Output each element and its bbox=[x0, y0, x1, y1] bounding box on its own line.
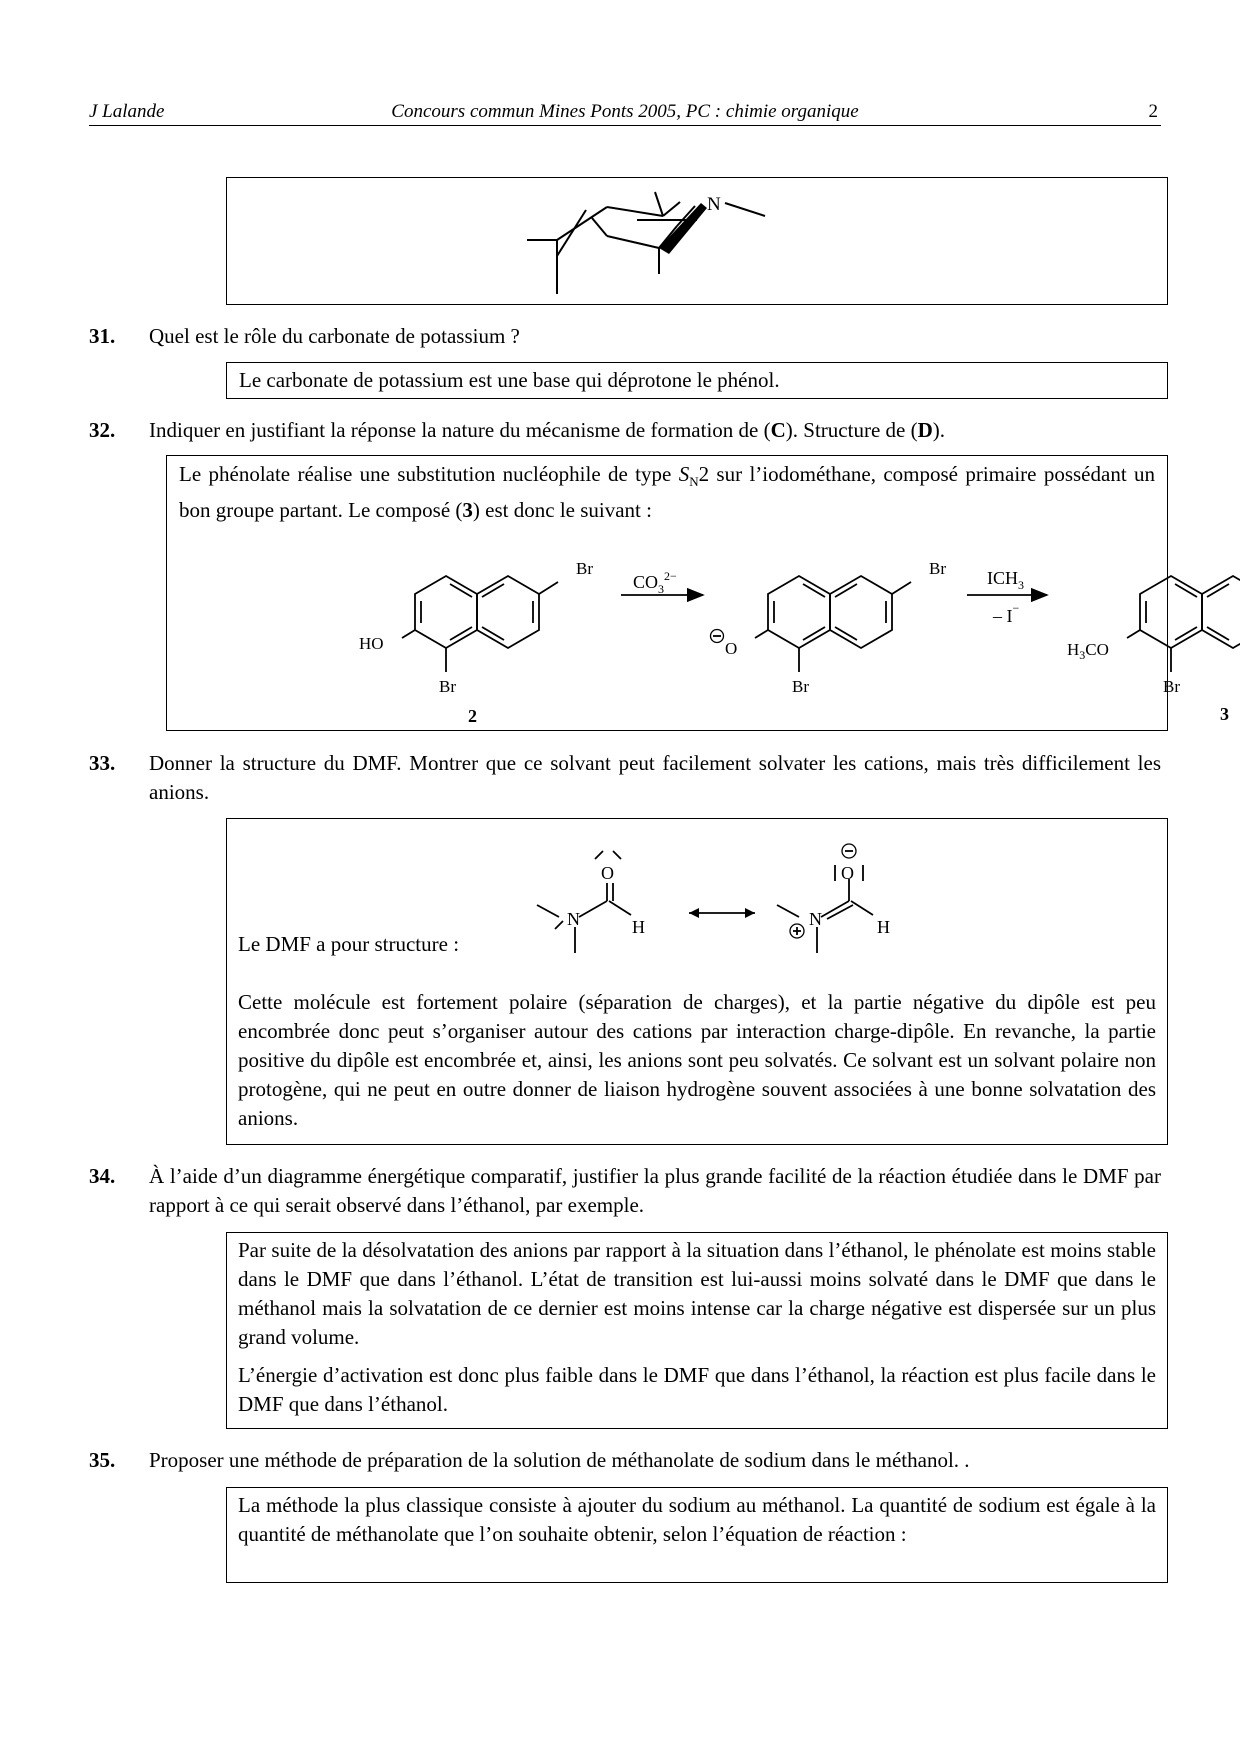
br-label: Br bbox=[792, 677, 809, 696]
piperidine-chair-structure bbox=[227, 178, 1167, 304]
br-label: Br bbox=[929, 559, 946, 578]
figure-box-piperidine bbox=[226, 177, 1168, 305]
page-header bbox=[89, 101, 1161, 126]
question-number: 34. bbox=[89, 1164, 116, 1188]
compound-label-3: 3 bbox=[1220, 704, 1229, 724]
answer-box-33 bbox=[226, 818, 1168, 1145]
reaction-scheme bbox=[167, 530, 1229, 730]
question-text: Indiquer en justifiant la réponse la nature du mécanisme de formation de (C). Structure de (D). bbox=[149, 418, 946, 442]
reaction-arrow-1 bbox=[621, 569, 703, 596]
molecule-phenolate bbox=[711, 559, 947, 696]
svg-text:H: H bbox=[632, 917, 645, 937]
answer-text: Cette molécule est fortement polaire (séparation de charges), et la partie négative du dipôle est peu encombrée donc peut s’organiser autour des cations par interaction charge-dipôle. En revanche, la partie positive du dipôle est encombrée et, ainsi, les anions sont peu solvatés. Ce solvant est un solvant polaire non protogène, qui ne peut en outre donner de liaison hydrogène souvent associées à une bonne solvatation des anions. bbox=[238, 990, 1156, 1130]
question-number: 32. bbox=[89, 418, 116, 442]
ho-label: HO bbox=[359, 634, 384, 653]
question-text: Quel est le rôle du carbonate de potassium ? bbox=[149, 324, 520, 348]
answer-text: Le phénolate réalise une substitution nucléophile de type $S_N2$ sur l’iodométhane, composé primaire possédant un bon groupe partant. Le composé (3) est donc le suivant : bbox=[179, 462, 1156, 523]
question-32 bbox=[89, 416, 1161, 445]
question-text: Donner la structure du DMF. Montrer que ce solvant peut facilement solvater les cations, mais très difficilement les anions. bbox=[149, 751, 1161, 804]
molecule-3 bbox=[1067, 559, 1240, 724]
br-label: Br bbox=[439, 677, 456, 696]
wedge-bond bbox=[659, 203, 707, 254]
answer-box-32 bbox=[166, 455, 1229, 731]
svg-text:CO32−: $CO_3^{2-}$ bbox=[633, 569, 677, 596]
question-35 bbox=[89, 1446, 1161, 1475]
answer-box-34 bbox=[226, 1232, 1168, 1429]
svg-text:N: N bbox=[809, 909, 822, 929]
reaction-arrow-2 bbox=[967, 568, 1047, 626]
br-label: Br bbox=[1163, 677, 1180, 696]
question-33 bbox=[89, 749, 1161, 807]
question-31 bbox=[89, 322, 1161, 351]
dmf-intro-text: Le DMF a pour structure : bbox=[238, 932, 460, 956]
page-number: 2 bbox=[1148, 101, 1158, 122]
question-text: À l’aide d’un diagramme énergétique comparatif, justifier la plus grande facilité de la réaction étudiée dans le DMF par rapport à ce qui serait observé dans l’éthanol, par exemple. bbox=[149, 1164, 1161, 1217]
h3co-label: $H_3CO$ bbox=[1067, 640, 1109, 662]
header-author: J Lalande bbox=[89, 101, 165, 122]
nitrogen-label: N bbox=[707, 194, 721, 215]
svg-text:N: N bbox=[567, 909, 580, 929]
answer-box-31 bbox=[226, 362, 1168, 399]
molecule-2 bbox=[359, 559, 593, 726]
svg-text:H: H bbox=[877, 917, 890, 937]
svg-text:O: O bbox=[601, 863, 614, 883]
svg-text:– I−: – I− bbox=[993, 601, 1020, 626]
answer-text: L’énergie d’activation est donc plus faible dans le DMF que dans l’éthanol, la réaction est plus facile dans le DMF que dans l’éthanol. bbox=[238, 1363, 1156, 1416]
question-34 bbox=[89, 1162, 1161, 1220]
question-number: 35. bbox=[89, 1448, 116, 1472]
svg-text:O: O bbox=[841, 863, 854, 883]
answer-box-35 bbox=[226, 1487, 1168, 1583]
dmf-resonance-structures bbox=[517, 821, 1017, 971]
question-text: Proposer une méthode de préparation de la solution de méthanolate de sodium dans le méthanol. . bbox=[149, 1448, 970, 1472]
header-title: Concours commun Mines Ponts 2005, PC : chimie organique bbox=[391, 101, 859, 122]
o-label: O bbox=[725, 639, 738, 658]
answer-text: Le carbonate de potassium est une base qui déprotone le phénol. bbox=[239, 368, 780, 392]
answer-text: Par suite de la désolvatation des anions par rapport à la situation dans l’éthanol, le phénolate est moins stable dans le DMF que dans l’éthanol. L’état de transition est lui-aussi moins solvaté dans le DMF que dans le méthanol mais la solvatation de ce dernier est moins intense car la charge négative est dispersée sur un plus grand volume. bbox=[238, 1238, 1156, 1349]
svg-text:ICH3: $ICH_3$ bbox=[987, 568, 1024, 592]
question-number: 33. bbox=[89, 751, 116, 775]
compound-label-2: 2 bbox=[468, 706, 477, 726]
question-number: 31. bbox=[89, 324, 116, 348]
br-label: Br bbox=[576, 559, 593, 578]
answer-text: La méthode la plus classique consiste à ajouter du sodium au méthanol. La quantité de sodium est égale à la quantité de méthanolate que l’on souhaite obtenir, selon l’équation de réaction : bbox=[238, 1493, 1156, 1546]
